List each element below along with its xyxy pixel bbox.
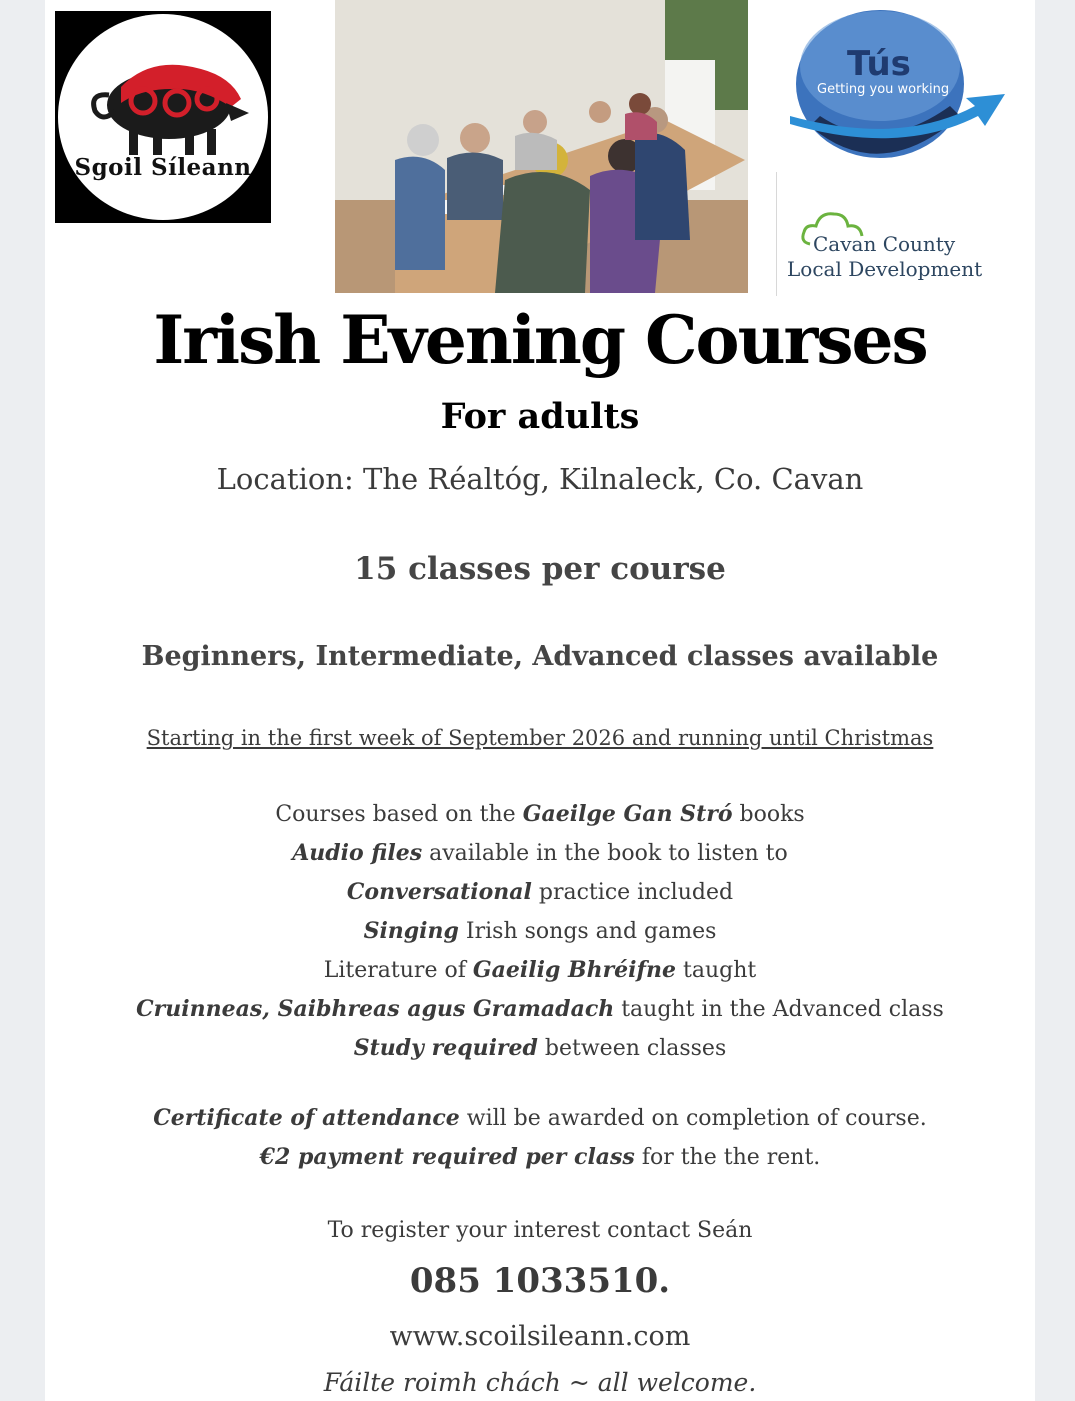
certificate-line: Certificate of attendance will be awarded on completion of course. — [153, 1105, 927, 1131]
tus-logo — [790, 6, 1010, 176]
feature-line: Singing Irish songs and games — [363, 918, 717, 944]
page-subtitle: For adults — [440, 396, 640, 437]
feature-line: Conversational practice included — [346, 879, 734, 905]
school-name: Sgoil Síleann — [74, 154, 252, 181]
cavan-line1: Cavan County — [813, 232, 956, 256]
feature-line: Literature of Gaeilig Bhréifne taught — [323, 957, 757, 983]
levels-text: Beginners, Intermediate, Advanced classes available — [141, 641, 939, 672]
start-date-text: Starting in the first week of September 2026 and running until Christmas — [146, 726, 934, 750]
tus-name: Tús — [847, 44, 911, 84]
cavan-logo — [780, 200, 990, 292]
register-text: To register your interest contact Seán — [327, 1218, 753, 1243]
feature-line: Courses based on the Gaeilge Gan Stró books — [275, 801, 805, 827]
cavan-line2: Local Development — [787, 257, 983, 281]
phone-number[interactable]: 085 1033510. — [409, 1261, 671, 1301]
class-photo — [335, 0, 748, 293]
tus-tagline: Getting you working — [817, 82, 950, 97]
class-photo-image — [335, 0, 748, 293]
feature-line: Cruinneas, Saibhreas agus Gramadach taught in the Advanced class — [136, 996, 944, 1022]
location-text: Location: The Réaltóg, Kilnaleck, Co. Cavan — [216, 462, 864, 496]
divider-line — [776, 172, 777, 296]
classes-count: 15 classes per course — [354, 551, 726, 587]
payment-line: €2 payment required per class for the the rent. — [259, 1144, 821, 1170]
feature-line: Study required between classes — [353, 1035, 727, 1061]
school-logo — [55, 11, 271, 223]
features-list — [45, 795, 1035, 1068]
feature-line: Audio files available in the book to listen to — [292, 840, 788, 866]
website-link[interactable]: www.scoilsileann.com — [389, 1321, 691, 1352]
certificate-info — [45, 1099, 1035, 1177]
boar-icon — [81, 47, 251, 157]
welcome-text: Fáilte roimh chách ~ all welcome. — [323, 1368, 757, 1397]
page-title: Irish Evening Courses — [153, 301, 927, 379]
